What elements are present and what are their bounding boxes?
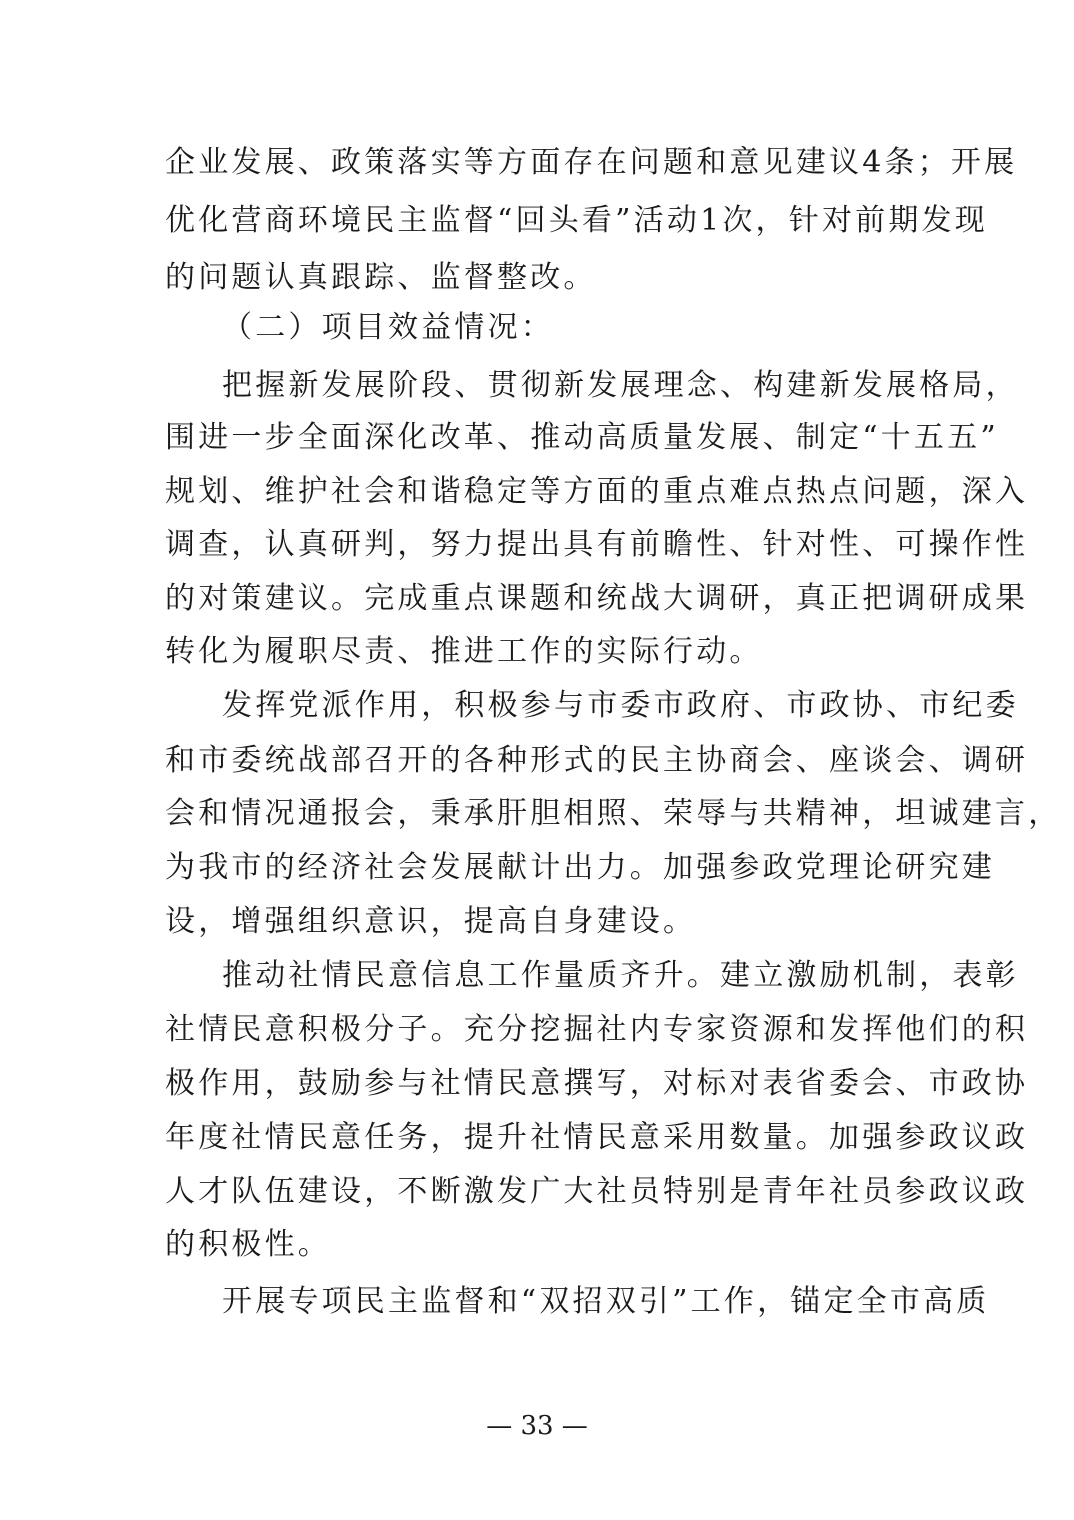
body-line: 优化营商环境民主监督“回头看”活动1次，针对前期发现 <box>165 203 988 238</box>
body-line: 设，增强组织意识，提高自身建设。 <box>165 904 697 939</box>
body-line: 转化为履职尽责、推进工作的实际行动。 <box>165 634 763 669</box>
body-line: 调查，认真研判，努力提出具有前瞻性、针对性、可操作性 <box>165 527 1029 562</box>
body-line: 的问题认真跟踪、监督整改。 <box>165 260 597 295</box>
body-line: 推动社情民意信息工作量质齐升。建立激励机制，表彰 <box>222 958 1019 993</box>
body-line: 社情民意积极分子。充分挖掘社内专家资源和发挥他们的积 <box>165 1012 1029 1047</box>
body-line: 开展专项民主监督和“双招双引”工作，锚定全市高质 <box>222 1284 990 1319</box>
body-line: 和市委统战部召开的各种形式的民主协商会、座谈会、调研 <box>165 743 1029 778</box>
body-line: 会和情况通报会，秉承肝胆相照、荣辱与共精神，坦诚建言， <box>165 796 1062 831</box>
body-line: 年度社情民意任务，提升社情民意采用数量。加强参政议政 <box>165 1120 1029 1155</box>
body-line: 人才队伍建设，不断激发广大社员特别是青年社员参政议政 <box>165 1174 1029 1209</box>
body-line: 为我市的经济社会发展献计出力。加强参政党理论研究建 <box>165 850 995 885</box>
body-line: 把握新发展阶段、贯彻新发展理念、构建新发展格局， <box>222 368 1019 403</box>
body-line: 围进一步全面深化改革、推动高质量发展、制定“十五五” <box>165 420 999 455</box>
body-line: 发挥党派作用，积极参与市委市政府、市政协、市纪委 <box>222 688 1019 723</box>
page-number: — 33 — <box>486 1411 588 1441</box>
body-line: 的对策建议。完成重点课题和统战大调研，真正把调研成果 <box>165 581 1029 616</box>
body-line: 规划、维护社会和谐稳定等方面的重点难点热点问题，深入 <box>165 474 1029 509</box>
body-line: 的积极性。 <box>165 1227 331 1262</box>
body-line: 企业发展、政策落实等方面存在问题和意见建议4条；开展 <box>165 145 1018 180</box>
section-heading: （二）项目效益情况： <box>222 310 554 345</box>
body-line: 极作用，鼓励参与社情民意撰写，对标对表省委会、市政协 <box>165 1066 1029 1101</box>
